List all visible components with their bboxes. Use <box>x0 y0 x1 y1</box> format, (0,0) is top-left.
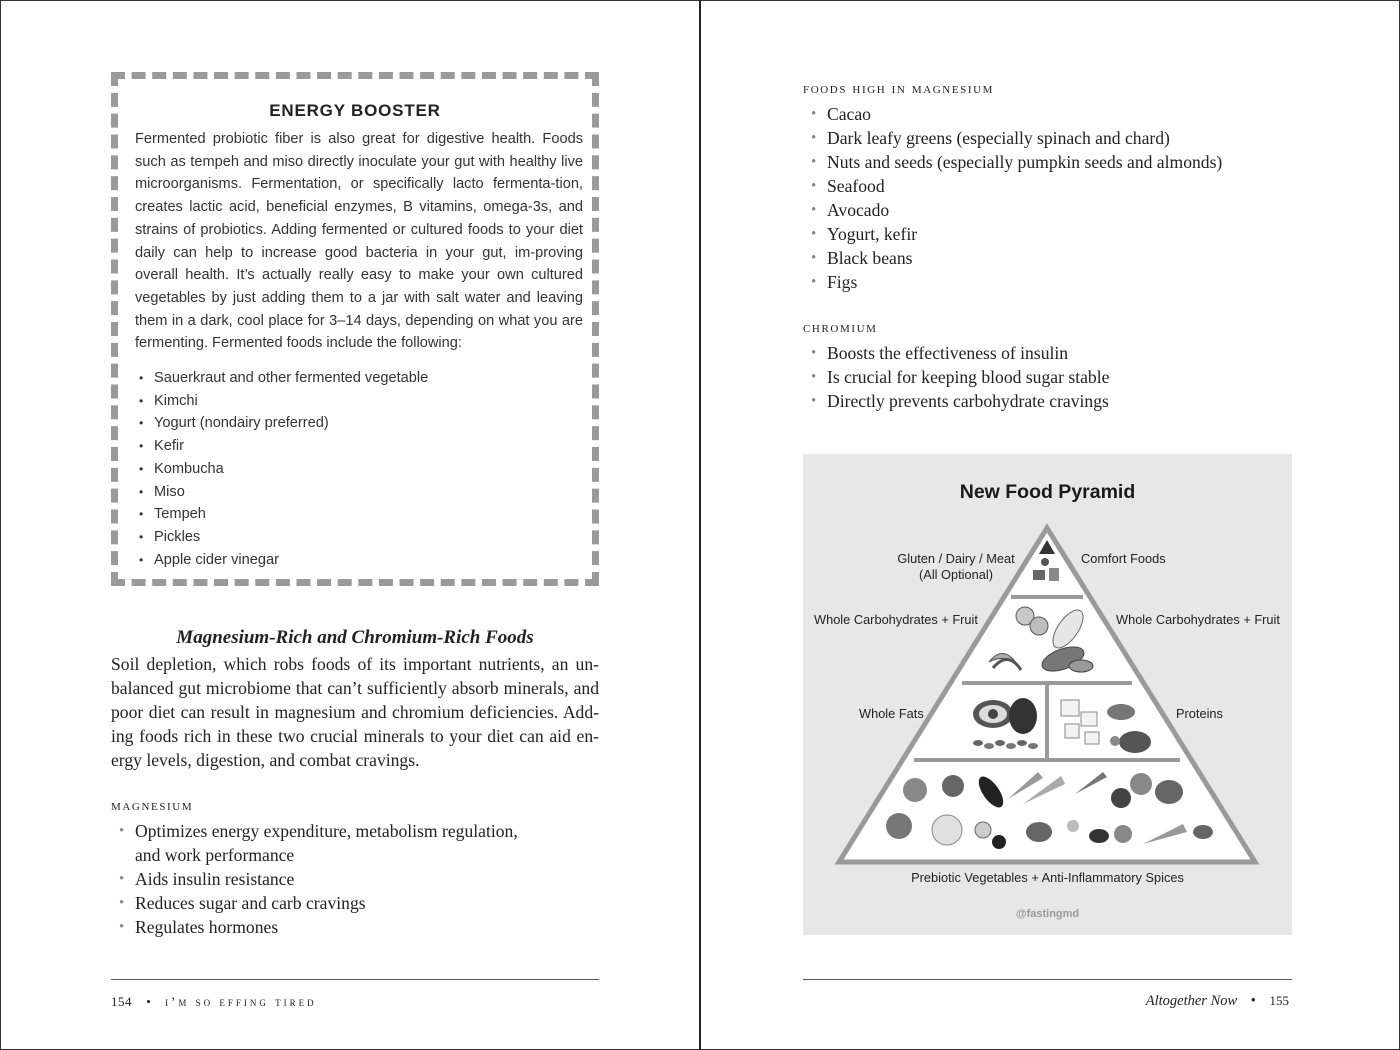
list-item: • Boosts the effectiveness of insulin <box>803 341 1283 365</box>
list-item: • Regulates hormones <box>111 915 541 939</box>
body-paragraph: Soil depletion, which robs foods of its important nutrients, an un-balanced gut microbiome that can’t sufficiently absorb minerals, and poor diet can result in magnesium and chromium deficiencies. Add-ing foods rich in these two crucial minerals to your diet can aid en-ergy levels, digestion, and combat cravings. <box>111 654 599 770</box>
section-title: Magnesium-Rich and Chromium-Rich Foods <box>176 627 534 648</box>
page-gutter <box>699 0 701 1050</box>
list-item: • Tempeh <box>139 503 428 526</box>
label-whole-fats: Whole Fats <box>859 706 924 721</box>
fermented-foods-list <box>139 367 428 571</box>
list-item: • Pickles <box>139 526 428 549</box>
foods-magnesium-heading: foods high in magnesium <box>803 81 995 97</box>
foods-magnesium-list <box>803 102 1283 294</box>
right-page <box>700 0 1400 1050</box>
page-number: 155 <box>1269 993 1289 1008</box>
list-item: • Directly prevents carbohydrate cravings <box>803 389 1283 413</box>
footer-rule <box>111 979 599 980</box>
energy-booster-paragraph: Fermented probiotic fiber is also great for digestive health. Foods such as tempeh and miso directly inoculate your gut with healthy live microorganisms. Fermentation, or specifically lacto fermenta-tion, creates lactic acid, beneficial enzymes, B vitamins, omega-3s, and strains of probiotics. Adding fermented or cultured foods to your diet daily can help to increase good bacteria in your gut, im-proving overall health. It’s actually really easy to make your own cultured vegetables by just adding them to a jar with salt water and leaving them in a dark, cool place for 3–14 days, depending on what you are fermenting. Fermented foods include the following: <box>135 131 583 352</box>
list-item: • Miso <box>139 481 428 504</box>
label-proteins: Proteins <box>1176 706 1223 721</box>
list-item: • Kimchi <box>139 390 428 413</box>
footer <box>1146 993 1289 1010</box>
list-item: • Dark leafy greens (especially spinach and chard) <box>803 126 1283 150</box>
list-item: • Seafood <box>803 174 1283 198</box>
energy-booster-box <box>111 72 599 586</box>
list-item: • Yogurt, kefir <box>803 222 1283 246</box>
footer-rule <box>803 979 1292 980</box>
list-item: • Kombucha <box>139 458 428 481</box>
magnesium-list <box>111 819 541 939</box>
list-item: • Figs <box>803 270 1283 294</box>
list-item: • Reduces sugar and carb cravings <box>111 891 541 915</box>
label-carbs-right: Whole Carbohydrates + Fruit <box>1116 612 1280 627</box>
list-item: • Apple cider vinegar <box>139 549 428 572</box>
footer <box>111 994 317 1010</box>
magnesium-heading: magnesium <box>111 798 194 814</box>
chromium-heading: chromium <box>803 320 878 336</box>
list-item: • Avocado <box>803 198 1283 222</box>
chromium-list <box>803 341 1283 413</box>
list-item: • Sauerkraut and other fermented vegetable <box>139 367 428 390</box>
label-base: Prebiotic Vegetables + Anti-Inflammatory Spices <box>911 870 1184 885</box>
list-item: • Yogurt (nondairy preferred) <box>139 412 428 435</box>
footer-separator: • <box>146 994 151 1009</box>
list-item: • Kefir <box>139 435 428 458</box>
label-optional-foods <box>893 551 1019 583</box>
list-item: • Optimizes energy expenditure, metabolism regulation, and work performance <box>111 819 541 867</box>
credit-watermark: @fastingmd <box>1015 908 1080 920</box>
pyramid-title: New Food Pyramid <box>959 481 1136 503</box>
page-number: 154 <box>111 994 132 1009</box>
footer-separator: • <box>1250 993 1256 1009</box>
energy-booster-title: ENERGY BOOSTER <box>269 101 441 120</box>
label-carbs-left: Whole Carbohydrates + Fruit <box>814 612 978 627</box>
list-item: • Black beans <box>803 246 1283 270</box>
label-line: (All Optional) <box>919 567 993 582</box>
list-item: • Nuts and seeds (especially pumpkin seeds and almonds) <box>803 150 1283 174</box>
running-head: Altogether Now <box>1145 993 1238 1009</box>
food-pyramid-figure <box>803 454 1292 935</box>
list-item: • Is crucial for keeping blood sugar stable <box>803 365 1283 389</box>
list-item: • Cacao <box>803 102 1283 126</box>
list-item: • Aids insulin resistance <box>111 867 541 891</box>
pyramid-graphic <box>803 454 1292 935</box>
label-line: Gluten / Dairy / Meat <box>897 551 1015 566</box>
running-head: i’m so effing tired <box>165 994 317 1009</box>
label-comfort-foods: Comfort Foods <box>1081 551 1166 566</box>
